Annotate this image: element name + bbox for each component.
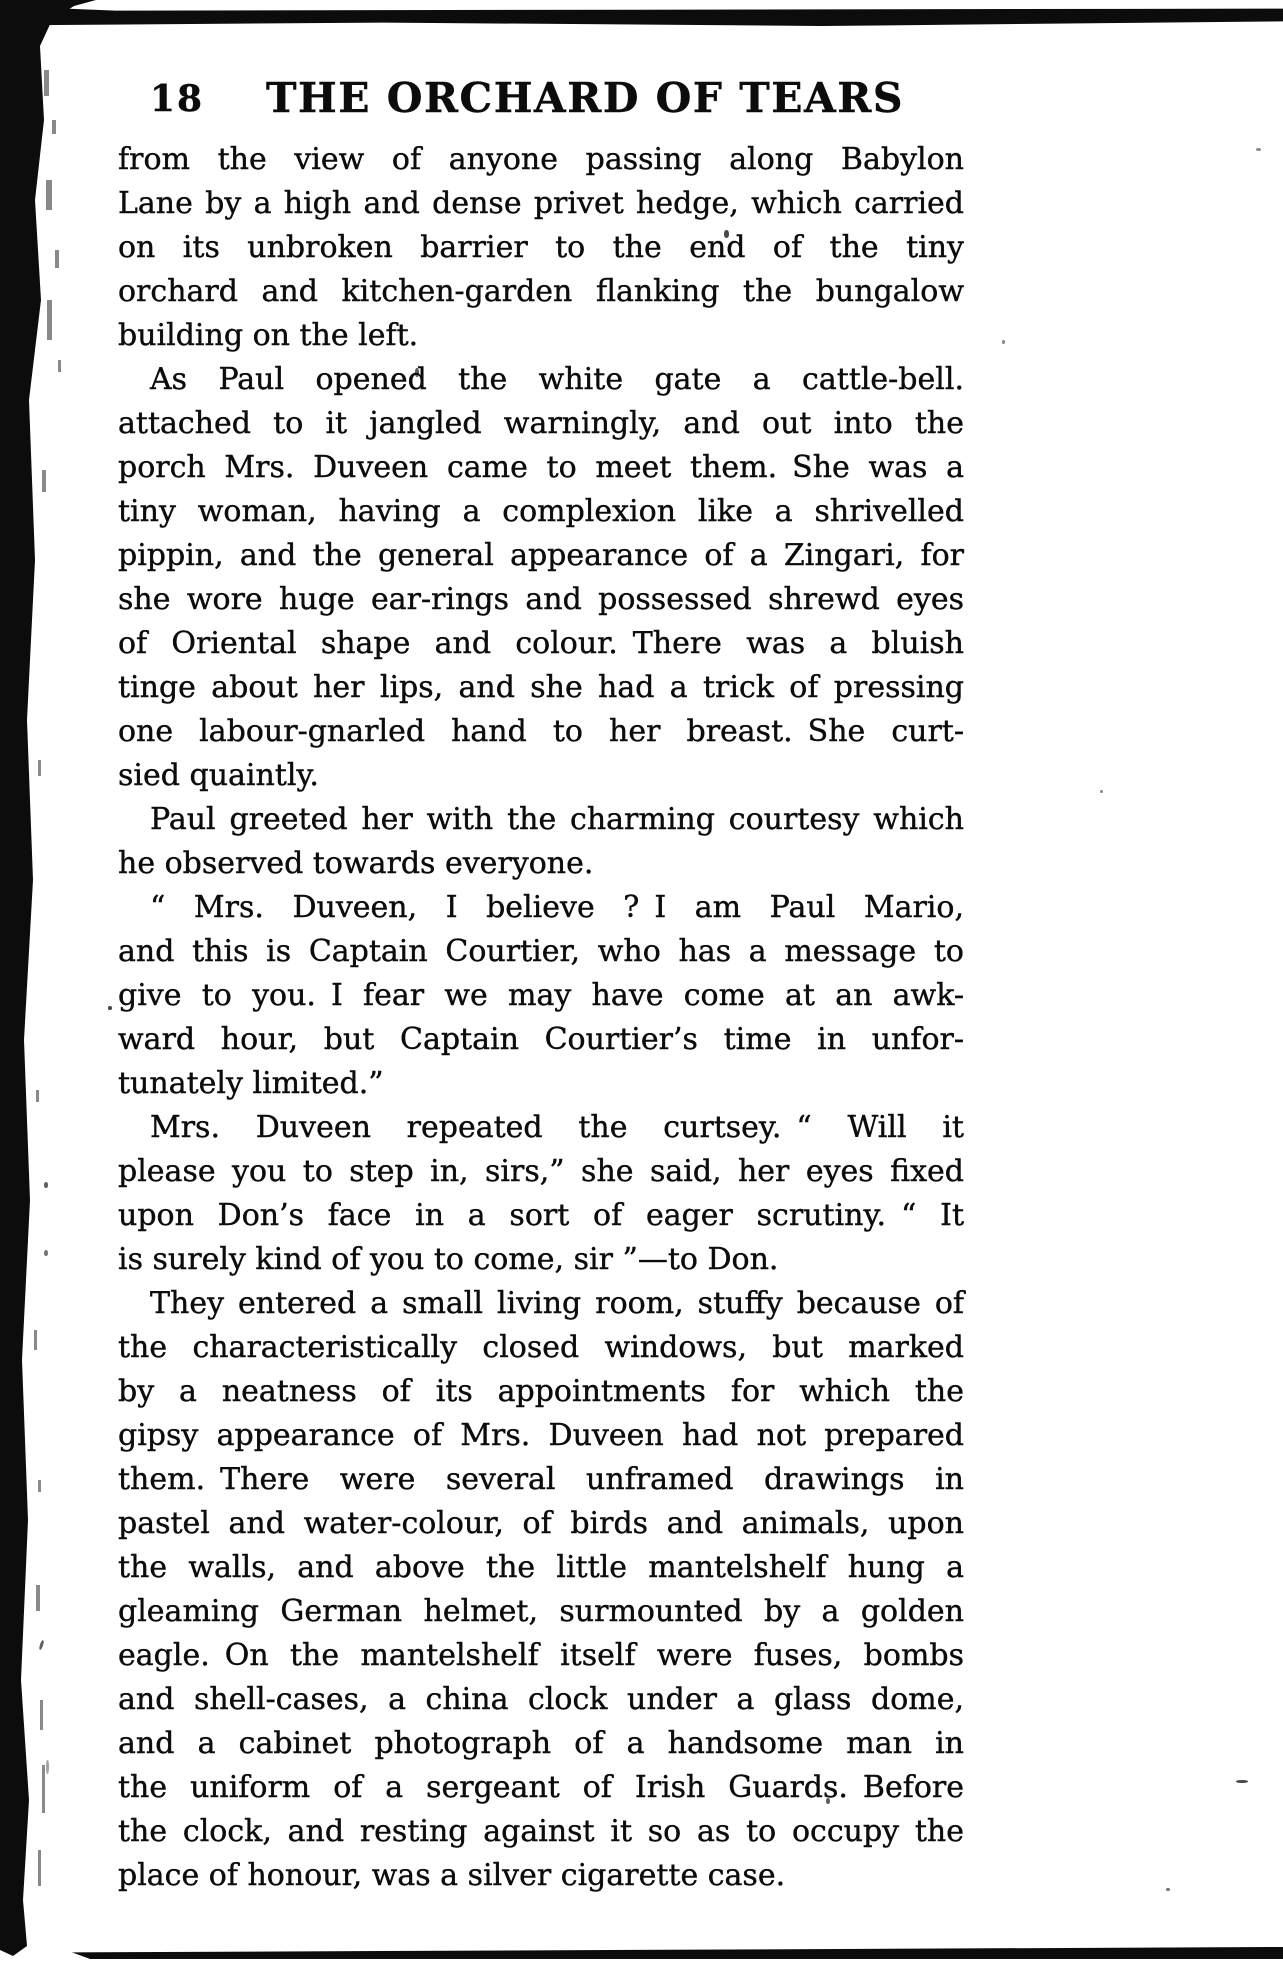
text-line: gipsy appearance of Mrs. Duveen had not prepared <box>118 1418 964 1453</box>
text-line: gleaming German helmet, surmounted by a golden <box>118 1594 964 1629</box>
ink-speck <box>44 1182 48 1188</box>
text-line: They entered a small living room, stuffy because of <box>150 1286 964 1321</box>
ink-speck <box>1166 1888 1170 1891</box>
text-line: sied quaintly. <box>118 758 319 793</box>
text-line: ward hour, but Captain Courtier’s time in unfor- <box>118 1022 964 1057</box>
text-line: is surely kind of you to come, sir ”—to Don. <box>118 1242 779 1277</box>
text-line: pippin, and the general appearance of a Zingari, for <box>118 538 964 573</box>
ink-speck <box>44 1250 48 1256</box>
text-line: give to you. I fear we may have come at an awk- <box>118 978 964 1013</box>
scan-binding-edge <box>0 0 110 1961</box>
page-header <box>118 64 964 122</box>
ink-speck <box>108 1006 112 1010</box>
text-line: orchard and kitchen-garden flanking the bungalow <box>118 274 964 309</box>
text-line: As Paul opened the white gate a cattle-bell. <box>150 362 964 397</box>
page-number: 18 <box>150 78 205 120</box>
text-line: upon Don’s face in a sort of eager scrutiny. “ It <box>118 1198 964 1233</box>
text-line: and this is Captain Courtier, who has a message to <box>118 934 964 969</box>
ink-speck <box>1236 1780 1248 1783</box>
scan-bottom-bar <box>72 1947 1283 1959</box>
ink-speck <box>1100 790 1103 793</box>
text-line: tunately limited.” <box>118 1066 384 1101</box>
text-line: Mrs. Duveen repeated the curtsey. “ Will it <box>150 1110 964 1145</box>
text-line: Lane by a high and dense privet hedge, which carried <box>118 186 964 221</box>
text-line: by a neatness of its appointments for which the <box>118 1374 964 1409</box>
text-line: them. There were several unframed drawings in <box>118 1462 964 1497</box>
text-line: please you to step in, sirs,” she said, her eyes fixed <box>118 1154 964 1189</box>
text-line: pastel and water-colour, of birds and animals, upon <box>118 1506 964 1541</box>
text-line: the clock, and resting against it so as to occupy the <box>118 1814 964 1849</box>
text-line: eagle. On the mantelshelf itself were fuses, bombs <box>118 1638 964 1673</box>
ink-speck <box>1256 148 1261 151</box>
scan-top-bar <box>0 7 1283 27</box>
text-line: and shell-cases, a china clock under a glass dome, <box>118 1682 964 1717</box>
text-block <box>118 138 964 1898</box>
text-line: tiny woman, having a complexion like a shrivelled <box>118 494 964 529</box>
text-line: he observed towards everyone. <box>118 846 594 881</box>
text-line: attached to it jangled warningly, and out into the <box>118 406 964 441</box>
text-line: one labour-gnarled hand to her breast. She curt- <box>118 714 964 749</box>
text-line: from the view of anyone passing along Babylon <box>118 142 964 177</box>
text-line: the walls, and above the little mantelshelf hung a <box>118 1550 964 1585</box>
text-line: she wore huge ear-rings and possessed shrewd eyes <box>118 582 964 617</box>
ink-speck <box>46 1760 49 1774</box>
text-line: place of honour, was a silver cigarette case. <box>118 1858 786 1893</box>
text-line: “ Mrs. Duveen, I believe ? I am Paul Mario, <box>150 890 964 925</box>
text-line: and a cabinet photograph of a handsome man in <box>118 1726 964 1761</box>
text-line: Paul greeted her with the charming courtesy which <box>150 802 964 837</box>
ink-speck <box>1002 340 1005 344</box>
text-line: the characteristically closed windows, but marked <box>118 1330 964 1365</box>
page-title: THE ORCHARD OF TEARS <box>266 74 904 122</box>
text-line: of Oriental shape and colour. There was a bluish <box>118 626 964 661</box>
text-line: tinge about her lips, and she had a trick of pressing <box>118 670 964 705</box>
text-line: porch Mrs. Duveen came to meet them. She was a <box>118 450 964 485</box>
text-line: the uniform of a sergeant of Irish Guards. Before <box>118 1770 964 1805</box>
text-line: building on the left. <box>118 318 419 353</box>
text-line: on its unbroken barrier to the end of the tiny <box>118 230 964 265</box>
